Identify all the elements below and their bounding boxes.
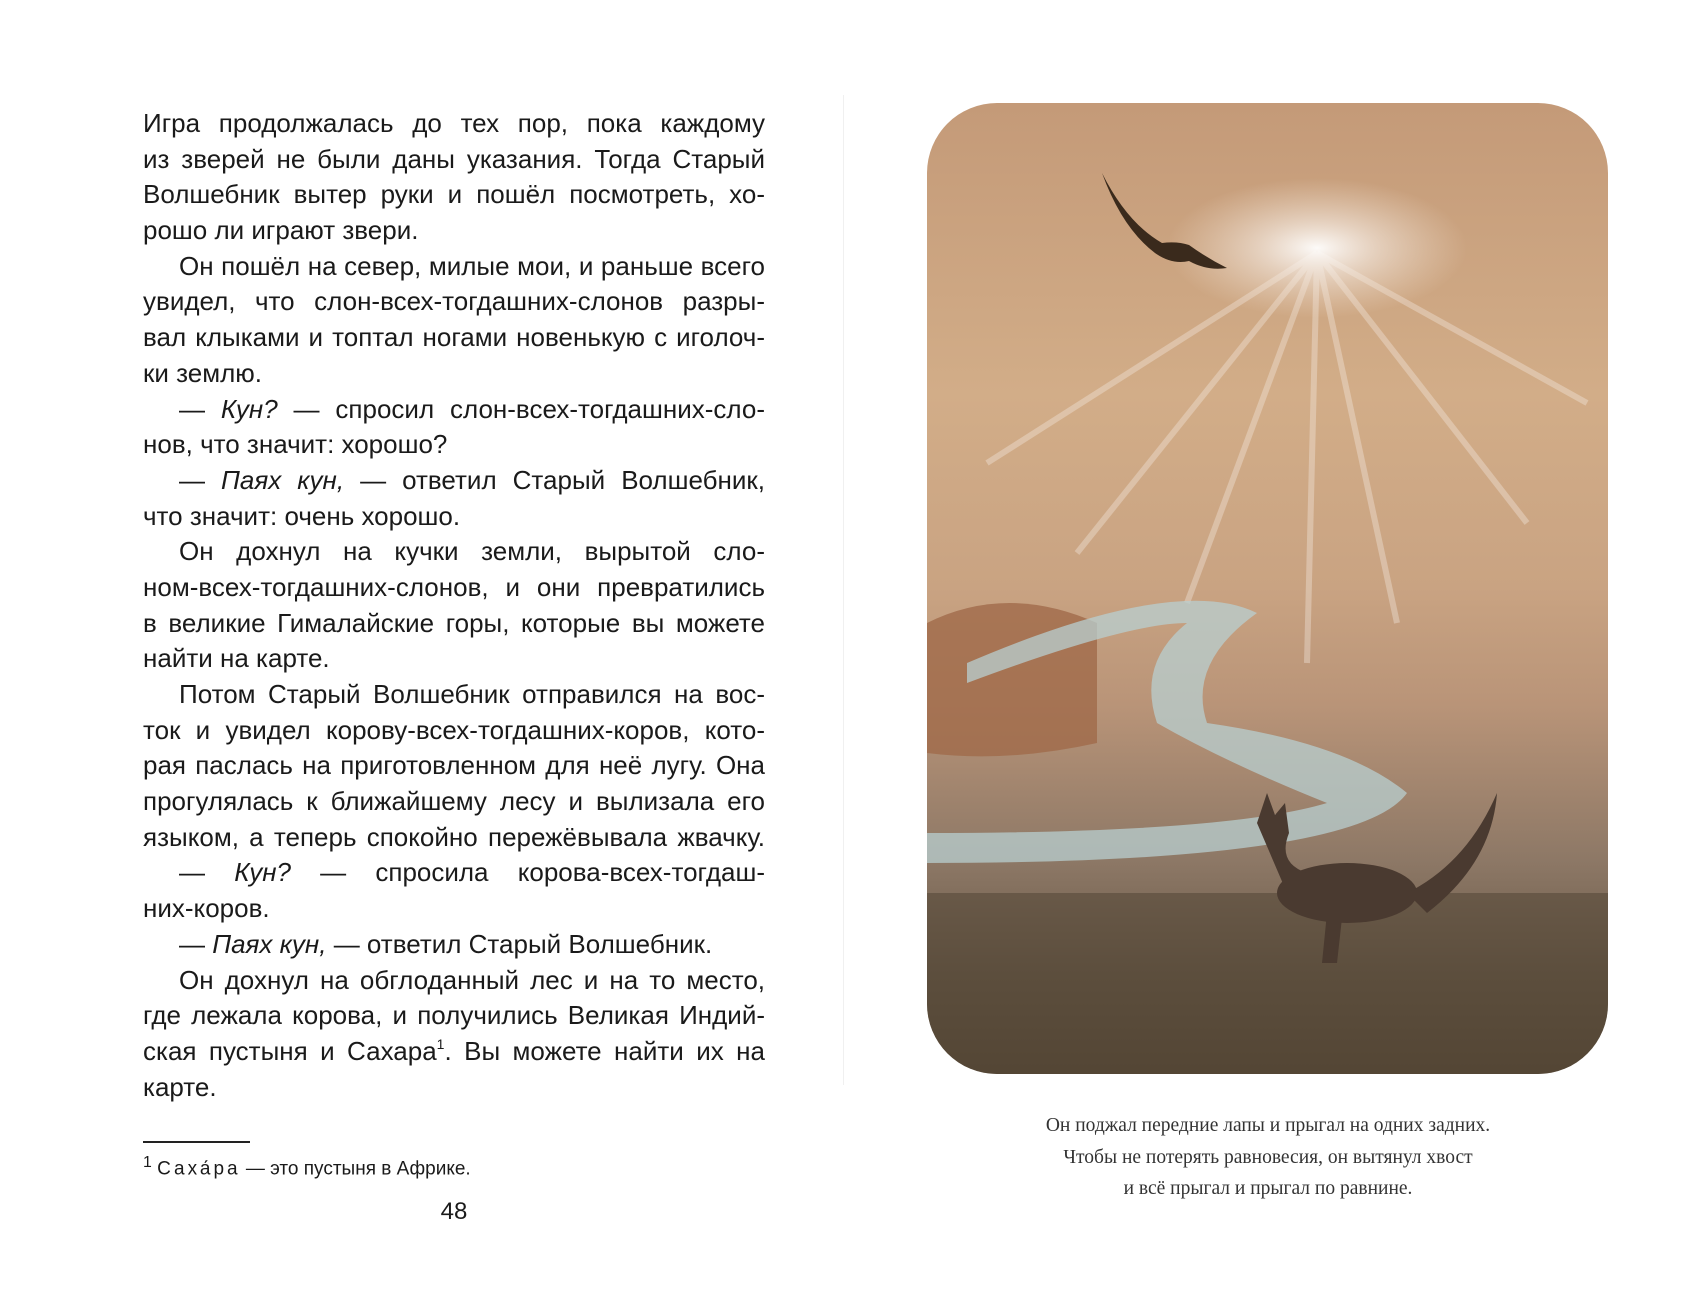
text-segment: увидел, что слон-всех-тогдашних-слонов разры- (143, 286, 765, 317)
caption-line: Чтобы не потерять равновесия, он вытянул хвост (1063, 1146, 1473, 1168)
text-segment: — (179, 928, 213, 959)
text-line (143, 891, 765, 927)
text-segment: прогулялась к ближайшему лесу и вылизала его (143, 786, 765, 817)
text-segment: вал клыками и топтал ногами новенькую с иголоч- (143, 322, 765, 353)
italic-speech: Кун? (234, 857, 291, 888)
text-segment: — спросил слон-всех-тогдашних-сло- (277, 393, 765, 424)
text-segment: — (179, 857, 235, 888)
text-line (143, 1034, 765, 1070)
text-segment: . Вы можете найти их на (444, 1035, 765, 1066)
text-line (143, 249, 765, 285)
text-line (143, 213, 765, 249)
text-line (143, 998, 765, 1034)
text-line (143, 534, 765, 570)
text-segment: — (179, 393, 221, 424)
text-segment: в великие Гималайские горы, которые вы можете (143, 607, 765, 638)
illustration-caption (968, 1110, 1568, 1205)
text-line (143, 641, 765, 677)
text-line (143, 606, 765, 642)
text-line (143, 784, 765, 820)
text-line (143, 177, 765, 213)
text-segment: них-коров. (143, 893, 270, 924)
text-segment: Он пошёл на север, милые мои, и раньше всего (179, 250, 765, 281)
text-segment: Он дохнул на кучки земли, вырытой сло- (179, 536, 765, 567)
text-segment: — ответил Старый Волшебник, (344, 464, 765, 495)
illustration-kangaroo-desert (927, 103, 1608, 1074)
caption-line: и всё прыгал и прыгал по равнине. (1123, 1178, 1413, 1199)
text-segment: нов, что значит: хорошо? (143, 429, 448, 460)
text-line (143, 855, 765, 891)
text-segment: Волшебник вытер руки и пошёл посмотреть, хо- (143, 179, 765, 210)
page-number: 48 (440, 1198, 468, 1225)
text-line (143, 320, 765, 356)
text-segment: рая паслась на приготовленном для неё лугу. Она (143, 750, 765, 781)
text-segment: — ответил Старый Волшебник. (326, 928, 713, 959)
footnote-rule (143, 1141, 250, 1143)
footnote-text: — это пустыня в Африке. (240, 1158, 471, 1180)
text-line (143, 820, 765, 856)
text-line (143, 927, 765, 963)
italic-speech: Паях кун, (212, 928, 327, 959)
text-segment: ская пустыня и Сахара (143, 1035, 437, 1066)
footnote-word: Саха́ра (157, 1158, 241, 1180)
text-line (143, 713, 765, 749)
footnote-mark: 1 (143, 1154, 152, 1171)
text-segment: карте. (143, 1071, 217, 1102)
text-segment: ток и увидел корову-всех-тогдашних-коров, кото- (143, 714, 765, 745)
text-line (143, 1070, 765, 1106)
text-segment: ном-всех-тогдашних-слонов, и они превратились (143, 571, 765, 602)
body-text (143, 106, 765, 1105)
sun-glow (1167, 178, 1467, 318)
italic-speech: Паях кун, (221, 464, 345, 495)
text-segment: найти на карте. (143, 643, 330, 674)
page-gutter (843, 95, 844, 1085)
text-segment: что значит: очень хорошо. (143, 500, 461, 531)
text-segment: языком, а теперь спокойно пережёвывала жвачку. (143, 821, 765, 852)
italic-speech: Кун? (220, 393, 278, 424)
text-line (143, 356, 765, 392)
text-segment: — (179, 464, 222, 495)
text-segment: Он дохнул на обглоданный лес и на то место, (179, 964, 765, 995)
footnote-reference: 1 (436, 1035, 445, 1052)
text-segment: — спросила корова-всех-тогдаш- (291, 857, 765, 888)
text-line (143, 677, 765, 713)
text-segment: где лежала корова, и получились Великая Индий- (143, 1000, 765, 1031)
text-line (143, 463, 765, 499)
text-segment: Потом Старый Волшебник отправился на вос- (179, 679, 765, 709)
text-line (143, 499, 765, 535)
caption-line: Он поджал передние лапы и прыгал на одних задних. (1045, 1115, 1491, 1136)
text-line (143, 748, 765, 784)
text-segment: из зверей не были даны указания. Тогда Старый (143, 143, 765, 174)
text-line (143, 392, 765, 428)
text-line (143, 963, 765, 999)
footnote (143, 1150, 471, 1182)
text-line (143, 106, 765, 142)
text-segment: рошо ли играют звери. (143, 215, 419, 246)
text-line (143, 142, 765, 178)
text-line (143, 284, 765, 320)
text-segment: Игра продолжалась до тех пор, пока каждому (143, 108, 765, 138)
text-line (143, 570, 765, 606)
text-segment: ки землю. (143, 357, 262, 388)
text-line (143, 427, 765, 463)
